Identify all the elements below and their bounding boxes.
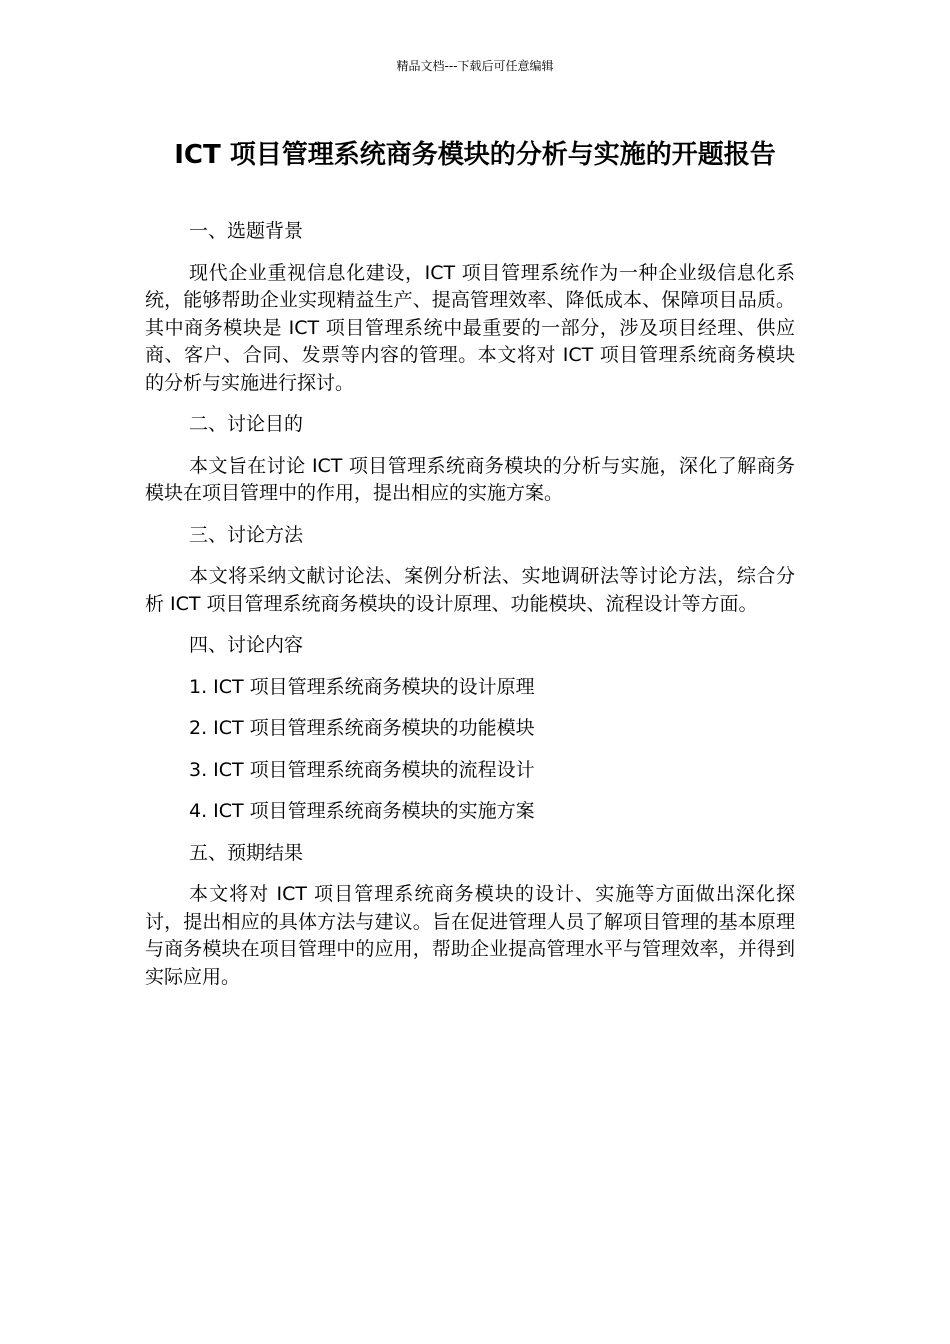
- content-list-item: 1. ICT 项目管理系统商务模块的设计原理: [189, 675, 535, 698]
- document-title: ICT 项目管理系统商务模块的分析与实施的开题报告: [174, 140, 776, 170]
- section-heading-background: 一、选题背景: [189, 220, 304, 242]
- content-list-item: 2. ICT 项目管理系统商务模块的功能模块: [189, 717, 535, 739]
- section-body-method: 本文将采纳文献讨论法、案例分析法、实地调研法等讨论方法，综合分析 ICT 项目管理系统商务模块的设计原理、功能模块、流程设计等方面。: [145, 565, 795, 615]
- section-heading-method: 三、讨论方法: [189, 523, 304, 546]
- header-note: 精品文档---下载后可任意编辑: [396, 59, 554, 73]
- section-heading-expected-results: 五、预期结果: [189, 841, 304, 864]
- content-list-item: 3. ICT 项目管理系统商务模块的流程设计: [189, 758, 535, 781]
- section-body-expected-results: 本文将对 ICT 项目管理系统商务模块的设计、实施等方面做出深化探讨，提出相应的具体方法与建议。旨在促进管理人员了解项目管理的基本原理与商务模块在项目管理中的应用，帮助企业提高管理水平与管理效率，并得到实际应用。: [145, 883, 795, 988]
- section-heading-purpose: 二、讨论目的: [189, 413, 304, 435]
- section-heading-content: 四、讨论内容: [189, 634, 304, 656]
- document-body: [145, 218, 795, 1005]
- section-body-background: 现代企业重视信息化建设，ICT 项目管理系统作为一种企业级信息化系统，能够帮助企业实现精益生产、提高管理效率、降低成本、保障项目品质。其中商务模块是 ICT 项目管理系统中最重要的一部分，涉及项目经理、供应商、客户、合同、发票等内容的管理。本文将对 ICT 项目管理系统商务模块的分析与实施进行探讨。: [145, 261, 795, 394]
- content-list-item: 4. ICT 项目管理系统商务模块的实施方案: [189, 800, 535, 822]
- section-body-purpose: 本文旨在讨论 ICT 项目管理系统商务模块的分析与实施，深化了解商务模块在项目管理中的作用，提出相应的实施方案。: [145, 454, 795, 504]
